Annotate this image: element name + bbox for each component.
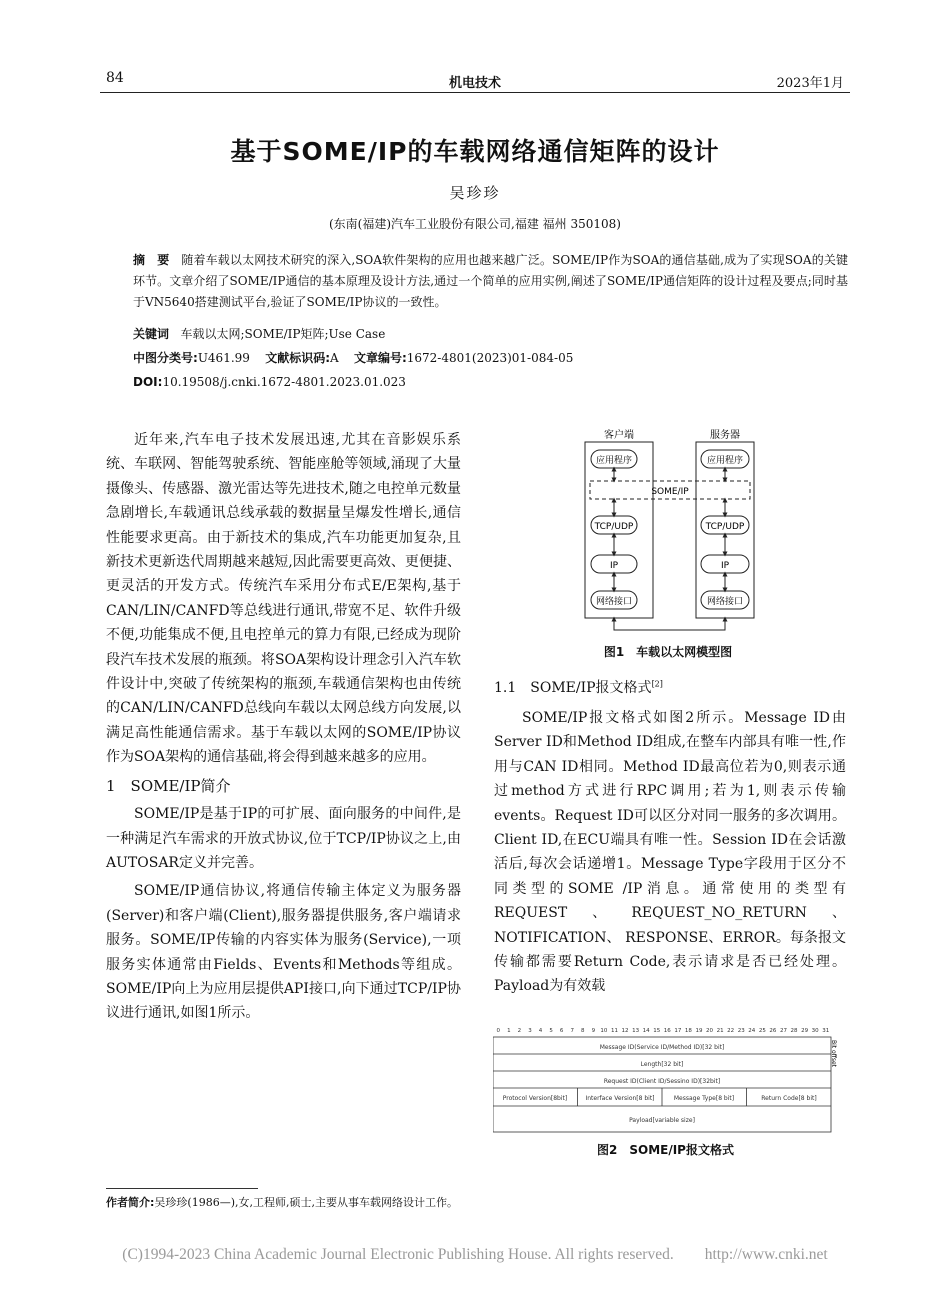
bit-number: 16 (663, 1028, 671, 1034)
keywords-text: 车载以太网;SOME/IP矩阵;Use Case (180, 327, 386, 341)
doc-code-label: 文献标识码: (265, 351, 330, 365)
client-tcpudp-label: TCP/UDP (594, 522, 634, 532)
row-payload: Payload[variable size] (629, 1117, 695, 1124)
network-link (614, 619, 725, 630)
row-protocol-version: Protocol Version[8bit] (502, 1095, 568, 1102)
bit-offset-label: Bit offset (830, 1040, 837, 1068)
server-tcpudp-label: TCP/UDP (705, 522, 745, 532)
section-1-heading: 1 SOME/IP简介 (106, 776, 231, 795)
bit-number: 3 (528, 1028, 532, 1034)
intro-paragraph: 近年来,汽车电子技术发展迅速,尤其在音影娱乐系统、车联网、智能驾驶系统、智能座舱等领域,涌现了大量摄像头、传感器、激光雷达等先进技术,随之电控单元数量急剧增长,车载通讯总线承载的数据量呈爆发性增长,通信性能要求更高。由于新技术的集成,汽车功能更加复杂,且新技术更新迭代周期越来越短,因此需要更高效、更便捷、更灵活的开发方式。传统汽车采用分布式E/E架构,基于CAN/LIN/CANFD等总线进行通讯,带宽不足、软件升级不便,功能集成不便,且电控单元的算力有限,已经成为现阶段汽车技术发展的瓶颈。将SOA架构设计理念引入汽车软件设计中,突破了传统架构的瓶颈,车载通信架构也由传统的CAN/LIN/CANFD总线向车载以太网总线方向发展,以满足高性能通信需求。基于车载以太网的SOME/IP协议作为SOA架构的通信基础,将会得到越来越多的应用。 (106, 432, 461, 766)
keywords-label: 关键词 (133, 327, 170, 341)
affiliation: (东南(福建)汽车工业股份有限公司,福建 福州 350108) (329, 217, 621, 231)
bit-number: 5 (549, 1028, 553, 1034)
article-no-label: 文章编号: (353, 351, 407, 365)
figure-2 (493, 1022, 838, 1134)
page-number: 84 (106, 70, 124, 86)
bit-number: 6 (559, 1028, 564, 1034)
bit-number: 4 (538, 1028, 543, 1034)
bit-number: 12 (621, 1028, 629, 1034)
right-column (494, 706, 846, 999)
section-1-1-paragraph: SOME/IP报文格式如图2所示。Message ID由Server ID和Method ID组成,在整车内部具有唯一性,作用与CAN ID相同。Method ID最高位若为0,则表示通过method方式进行RPC调用;若为1,则表示传输events。Request ID可以区分对同一服务的多次调用。Client ID,在ECU端具有唯一性。Session ID在会话激活后,每次会话递增1。Message Type字段用于区分不同类型的SOME /IP消息。通常使用的类型有REQUEST、REQUEST_NO_RETURN、 NOTIFICATION、 RESPONSE、ERROR。每条报文传输都需要Return Code,表示请求是否已经处理。Payload为有效载 (494, 710, 846, 995)
figure-2-caption: 图2 SOME/IP报文格式 (597, 1143, 734, 1157)
client-app-label: 应用程序 (595, 456, 633, 466)
bit-number: 27 (779, 1028, 787, 1034)
doi-label: DOI: (133, 375, 163, 389)
server-net-label: 网络接口 (706, 597, 744, 607)
keywords (133, 324, 848, 345)
copyright-line: (C)1994-2023 China Academic Journal Electronic Publishing House. All rights reserved. http://www.cnki.net (122, 1246, 828, 1263)
bit-number: 23 (737, 1028, 745, 1034)
bit-number: 22 (727, 1028, 735, 1034)
classification-line (133, 348, 848, 369)
bit-number: 20 (706, 1028, 714, 1034)
client-net-label: 网络接口 (595, 597, 633, 607)
bit-number: 31 (822, 1028, 830, 1034)
client-ip-label: IP (609, 561, 619, 571)
issue-date: 2023年1月 (776, 76, 844, 91)
bit-number: 10 (600, 1028, 608, 1034)
row-message-type: Message Type[8 bit] (673, 1095, 735, 1102)
doi-value: 10.19508/j.cnki.1672-4801.2023.01.023 (162, 375, 406, 389)
doc-code-value: A (330, 351, 339, 365)
author-name: 吴珍珍 (449, 184, 501, 202)
abstract (133, 250, 848, 313)
bit-number: 14 (642, 1028, 650, 1034)
left-column (106, 428, 461, 1026)
bit-number: 2 (517, 1028, 522, 1034)
bit-number: 11 (610, 1028, 618, 1034)
section-1-1-ref: [2] (651, 679, 663, 689)
footnote-rule (106, 1188, 258, 1189)
paper-title: 基于SOME/IP的车载网络通信矩阵的设计 (230, 137, 720, 166)
bit-number: 29 (801, 1028, 809, 1034)
section-1-1-heading (494, 677, 663, 697)
figure-1-diagram (568, 428, 768, 638)
figure-1 (568, 428, 768, 638)
bit-number: 30 (811, 1028, 819, 1034)
bit-number: 13 (632, 1028, 640, 1034)
bit-number: 7 (570, 1028, 574, 1034)
bit-number: 15 (653, 1028, 661, 1034)
bit-number: 0 (496, 1028, 501, 1034)
bit-number: 25 (758, 1028, 766, 1034)
bit-number: 1 (507, 1028, 511, 1034)
server-label: 服务器 (710, 430, 740, 441)
abstract-text: 随着车载以太网技术研究的深入,SOA软件架构的应用也越来越广泛。SOME/IP作为SOA的通信基础,成为了实现SOA的关键环节。文章介绍了SOME/IP通信的基本原理及设计方法,通过一个简单的应用实例,阐述了SOME/IP通信矩阵的设计过程及要点;同时基于VN5640搭建测试平台,验证了SOME/IP协议的一致性。 (133, 253, 848, 309)
footnote-text: 吴珍珍(1986—),女,工程师,硕士,主要从事车载网络设计工作。 (154, 1196, 458, 1209)
row-request-id: Request ID(Client ID/Sessino ID)[32bit] (603, 1078, 721, 1085)
author-footnote (106, 1194, 458, 1210)
section-1-1-title: 1.1 SOME/IP报文格式 (494, 680, 652, 696)
section-1-paragraph-1: SOME/IP是基于IP的可扩展、面向服务的中间件,是一种满足汽车需求的开放式协议,位于TCP/IP协议之上,由AUTOSAR定义并完善。 (106, 806, 461, 871)
clc-value: U461.99 (197, 351, 250, 365)
bit-number: 24 (748, 1028, 756, 1034)
figure-1-caption: 图1 车载以太网模型图 (603, 645, 733, 659)
bit-number-row (497, 1028, 830, 1034)
figure-2-table (493, 1022, 838, 1134)
doi-line (133, 372, 848, 393)
bit-number: 17 (674, 1028, 682, 1034)
abstract-label: 摘 要 (133, 253, 170, 267)
journal-name: 机电技术 (448, 76, 501, 91)
bit-number: 26 (769, 1028, 777, 1034)
article-no-value: 1672-4801(2023)01-084-05 (406, 351, 574, 365)
header-rule (100, 92, 850, 93)
bit-number: 21 (716, 1028, 724, 1034)
row-length: Length[32 bit] (640, 1061, 684, 1068)
bit-number: 28 (790, 1028, 798, 1034)
footnote-label: 作者简介: (106, 1196, 155, 1209)
row-return-code: Return Code[8 bit] (761, 1095, 817, 1102)
section-1-paragraph-2: SOME/IP通信协议,将通信传输主体定义为服务器(Server)和客户端(Client),服务器提供服务,客户端请求服务。SOME/IP传输的内容实体为服务(Service),一项服务实体通常由Fields、Events和Methods等组成。SOME/IP向上为应用层提供API接口,向下通过TCP/IP协议进行通讯,如图1所示。 (106, 883, 461, 1022)
clc-label: 中图分类号: (133, 351, 198, 365)
bit-number: 19 (695, 1028, 703, 1034)
row-interface-version: Interface Version[8 bit] (585, 1095, 655, 1102)
row-message-id: Message ID(Service ID/Method ID)[32 bit] (599, 1044, 725, 1051)
client-label: 客户端 (604, 430, 634, 441)
server-app-label: 应用程序 (706, 456, 744, 466)
bit-number: 9 (591, 1028, 596, 1034)
someip-label: SOME/IP (651, 487, 689, 497)
bit-number: 18 (684, 1028, 692, 1034)
server-ip-label: IP (720, 561, 730, 571)
bit-number: 8 (581, 1028, 585, 1034)
